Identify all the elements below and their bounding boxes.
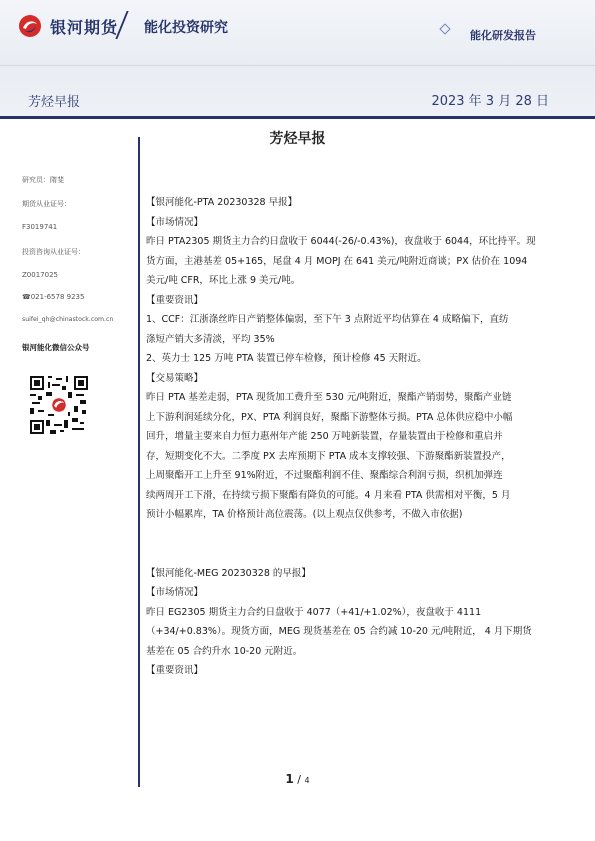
pta-strategy-heading: 【交易策略】	[146, 372, 204, 384]
header-bottom-bar	[0, 116, 595, 119]
report-date: 2023 年 3 月 28 日	[431, 94, 549, 109]
pta-market-heading: 【市场情况】	[146, 216, 204, 228]
pta-strategy-line: 上周聚酯开工上升至 91%附近，不过聚酯利润不佳、聚酯综合利润亏损，织机加弹连	[146, 470, 503, 481]
meg-heading: 【银河能化-MEG 20230328 的早报】	[146, 567, 311, 579]
meg-market-line: 昨日 EG2305 期货主力合约日盘收于 4077（+41/+1.02%），夜盘收于 4111	[146, 606, 482, 618]
pta-news-line: 涤短产销大多清淡，平均 35%	[146, 333, 275, 345]
consult-label: 投资咨询从业证号：	[22, 248, 85, 256]
pta-strategy-line: 续两周开工下滑，在持续亏损下聚酯有降负的可能。4 月来看 PTA 供需相对平衡，5 月	[146, 489, 511, 501]
pta-news-line: 1、CCF：江浙涤丝昨日产销整体偏弱，至下午 3 点附近平均估算在 4 成略偏下，直纺	[146, 314, 509, 325]
page-title: 芳烃早报	[269, 131, 326, 147]
consult-number: Z0017025	[22, 271, 58, 279]
pta-strategy-line: 昨日 PTA 基差走弱，PTA 现货加工费升至 530 元/吨附近，聚酯产销弱势，聚酯产业链	[146, 392, 512, 403]
wechat-qr-code	[30, 376, 88, 434]
meg-market-line: 基差在 05 合约升水 10-20 元附近。	[146, 645, 303, 657]
report-header	[0, 0, 595, 118]
report-body	[146, 193, 591, 681]
pta-heading: 【银河能化-PTA 20230328 早报】	[146, 197, 298, 208]
pta-news-line: 2、英力士 125 万吨 PTA 装置已停车检修，预计检修 45 天附近。	[146, 353, 427, 364]
page-separator: /	[297, 773, 301, 786]
wechat-label: 银河能化微信公众号	[22, 343, 90, 352]
diamond-icon	[439, 23, 450, 34]
header-rule	[0, 65, 595, 66]
email-link[interactable]: suifei_qh@chinastock.com.cn	[22, 316, 114, 323]
report-subtitle: 芳烃早报	[28, 95, 81, 110]
pta-market-line: 美元/吨 CFR，环比上涨 9 美元/吨。	[146, 275, 301, 286]
pta-market-line: 昨日 PTA2305 期货主力合约日盘收于 6044(-26/-0.43%)，夜盘收于 6044，环比持平。现	[146, 236, 536, 247]
pta-market-line: 货方面，主港基差 05+165，尾盘 4 月 MOPJ 在 641 美元/吨附近商谈；PX 估价在 1094	[146, 255, 528, 267]
galaxy-logo-icon	[18, 14, 42, 38]
report-type: 能化研发报告	[470, 29, 536, 42]
section-gap	[146, 525, 591, 564]
meg-market-line: （+34/+0.83%）。现货方面，MEG 现货基差在 05 合约减 10-20 元/吨附近， 4 月下期货	[146, 626, 532, 637]
pta-strategy-line: 预计小幅累库，TA 价格预计高位震荡。(以上观点仅供参考，不做入市依据)	[146, 509, 463, 520]
pta-strategy-line: 回升，增量主要来自力恒力惠州年产能 250 万吨新装置，存量装置由于检修和重启并	[146, 431, 503, 442]
license-label: 期货从业证号：	[22, 200, 71, 208]
column-divider	[138, 137, 140, 787]
pta-news-heading: 【重要资讯】	[146, 294, 204, 306]
meg-market-heading: 【市场情况】	[146, 587, 204, 598]
meg-news-heading: 【重要资讯】	[146, 665, 204, 676]
total-pages: 4	[304, 776, 310, 785]
brand-name: 银河期货	[50, 18, 119, 37]
phone: ☎021-6578 9235	[22, 293, 85, 301]
pta-strategy-line: 上下游利润延续分化，PX、PTA 利润良好，聚酯下游整体亏损。PTA 总体供应稳中小幅	[146, 411, 513, 423]
license-number: F3019741	[22, 223, 58, 231]
analyst-name: 研究员：隋斐	[22, 176, 64, 184]
page-number	[0, 772, 595, 786]
brand-subtitle: 能化投资研究	[144, 20, 228, 36]
pta-strategy-line: 存，短期变化不大。二季度 PX 去库预期下 PTA 成本支撑较强、下游聚酯新装置投产，	[146, 450, 511, 462]
current-page: 1	[285, 772, 294, 786]
